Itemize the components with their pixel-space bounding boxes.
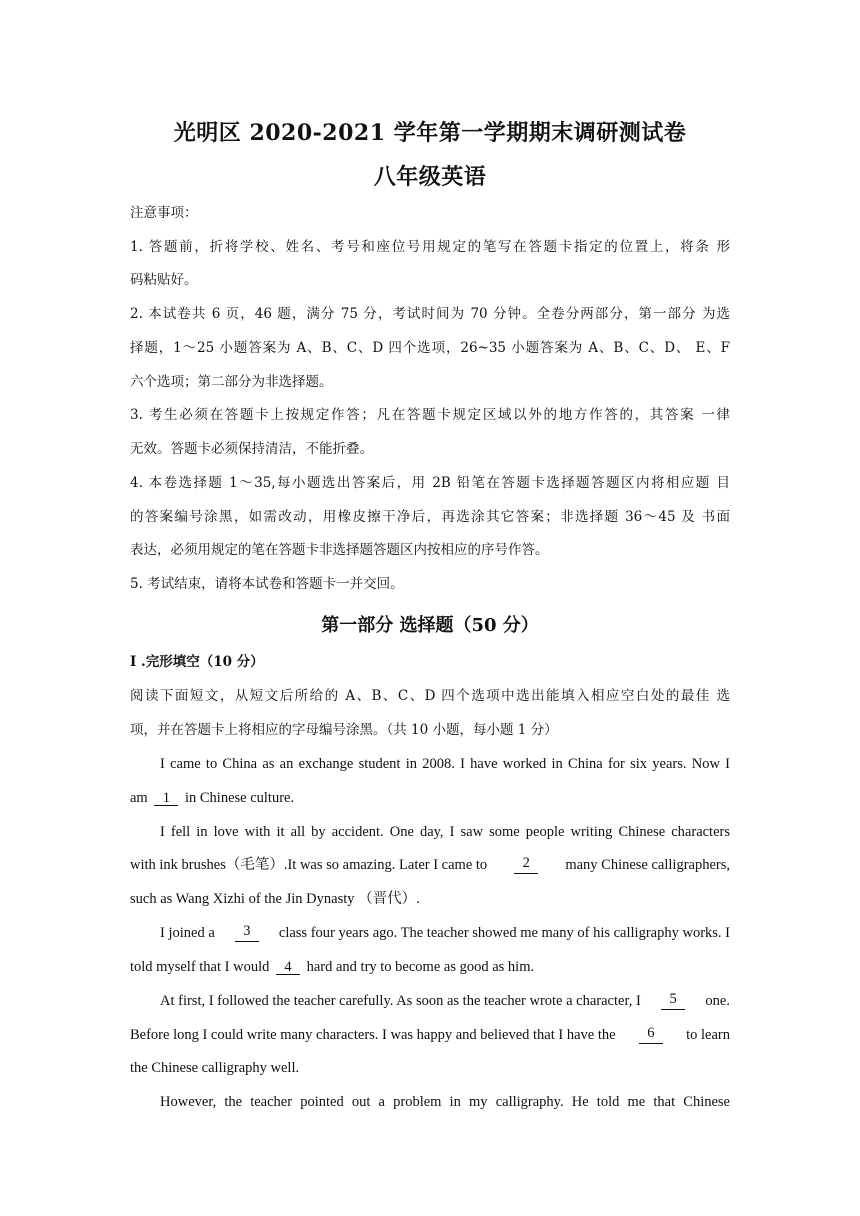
- passage-line: such as Wang Xizhi of the Jin Dynasty （晋代）.: [130, 891, 420, 907]
- notice-line: 无效。答题卡必须保持清洁，不能折叠。: [130, 441, 373, 457]
- exam-subtitle: 八年级英语: [373, 164, 487, 190]
- blank-3: 3: [235, 924, 259, 942]
- passage-line: [130, 958, 730, 976]
- passage-line: [130, 789, 730, 807]
- passage-line: the Chinese calligraphy well.: [130, 1060, 300, 1076]
- passage-line: I came to China as an exchange student in 2008. I have worked in China for six years. Now I: [160, 756, 730, 772]
- passage-text: one.: [705, 993, 730, 1009]
- notice-line: 4. 本卷选择题 1～35,每小题选出答案后，用 2B 铅笔在答题卡选择题答题区内将相应题 目: [130, 475, 730, 491]
- passage-text: in Chinese culture.: [184, 790, 295, 806]
- passage-text: with ink brushes（毛笔）.It was so amazing. Later I came to: [130, 857, 488, 873]
- notice-line: 码粘贴好。: [130, 272, 198, 288]
- passage-text: many Chinese calligraphers,: [565, 857, 730, 873]
- notice-line: 择题，1～25 小题答案为 A、B、C、D 四个选项，26~35 小题答案为 A、B、C、D、 E、F: [130, 340, 730, 356]
- passage-text: hard and try to become as good as him.: [306, 959, 535, 975]
- passage-text: told myself that I would: [130, 959, 270, 975]
- passage-text: Before long I could write many characters. I was happy and believed that I have the: [130, 1027, 616, 1043]
- blank-6: 6: [639, 1026, 663, 1044]
- notice-heading: 注意事项：: [130, 205, 198, 221]
- exam-title: 光明区 2020-2021 学年第一学期期末调研测试卷: [173, 120, 687, 146]
- notice-line: 3. 考生必须在答题卡上按规定作答；凡在答题卡规定区域以外的地方作答的，其答案 一律: [130, 407, 730, 423]
- notice-line: 1. 答题前，折将学校、姓名、考号和座位号用规定的笔写在答题卡指定的位置上，将条 形: [130, 239, 730, 255]
- blank-4: 4: [276, 960, 300, 975]
- passage-line: I fell in love with it all by accident. One day, I saw some people writing Chinese characters: [160, 824, 730, 840]
- instruction-line: 阅读下面短文，从短文后所给的 A、B、C、D 四个选项中选出能填入相应空白处的最佳 选: [130, 688, 730, 704]
- notice-line: 的答案编号涂黑，如需改动，用橡皮擦干净后，再选涂其它答案；非选择题 36～45 及 书面: [130, 509, 730, 525]
- passage-line: [160, 924, 730, 942]
- notice-line: 5. 考试结束，请将本试卷和答题卡一并交回。: [130, 576, 404, 592]
- passage-line: [160, 992, 730, 1010]
- notice-line: 六个选项；第二部分为非选择题。: [130, 374, 333, 390]
- passage-line: However, the teacher pointed out a problem in my calligraphy. He told me that Chinese: [160, 1094, 730, 1110]
- notice-line: 表达，必须用规定的笔在答题卡非选择题答题区内按相应的序号作答。: [130, 542, 549, 558]
- passage-text: am: [130, 790, 148, 806]
- blank-2: 2: [514, 856, 538, 874]
- notice-line: 2. 本试卷共 6 页，46 题，满分 75 分，考试时间为 70 分钟。全卷分两部分，第一部分 为选: [130, 306, 730, 322]
- passage-text: I joined a: [160, 925, 215, 941]
- section-title: I .完形填空（10 分）: [130, 654, 264, 670]
- part-one-heading: 第一部分 选择题（50 分）: [321, 615, 539, 636]
- passage-text: At first, I followed the teacher carefully. As soon as the teacher wrote a character, I: [160, 993, 641, 1009]
- blank-1: 1: [154, 791, 178, 806]
- passage-line: [130, 856, 730, 874]
- passage-line: [130, 1026, 730, 1044]
- passage-text: to learn: [686, 1027, 730, 1043]
- passage-text: class four years ago. The teacher showed me many of his calligraphy works. I: [278, 925, 730, 941]
- blank-5: 5: [661, 992, 685, 1010]
- instruction-line: 项，并在答题卡上将相应的字母编号涂黑。（共 10 小题，每小题 1 分）: [130, 722, 558, 738]
